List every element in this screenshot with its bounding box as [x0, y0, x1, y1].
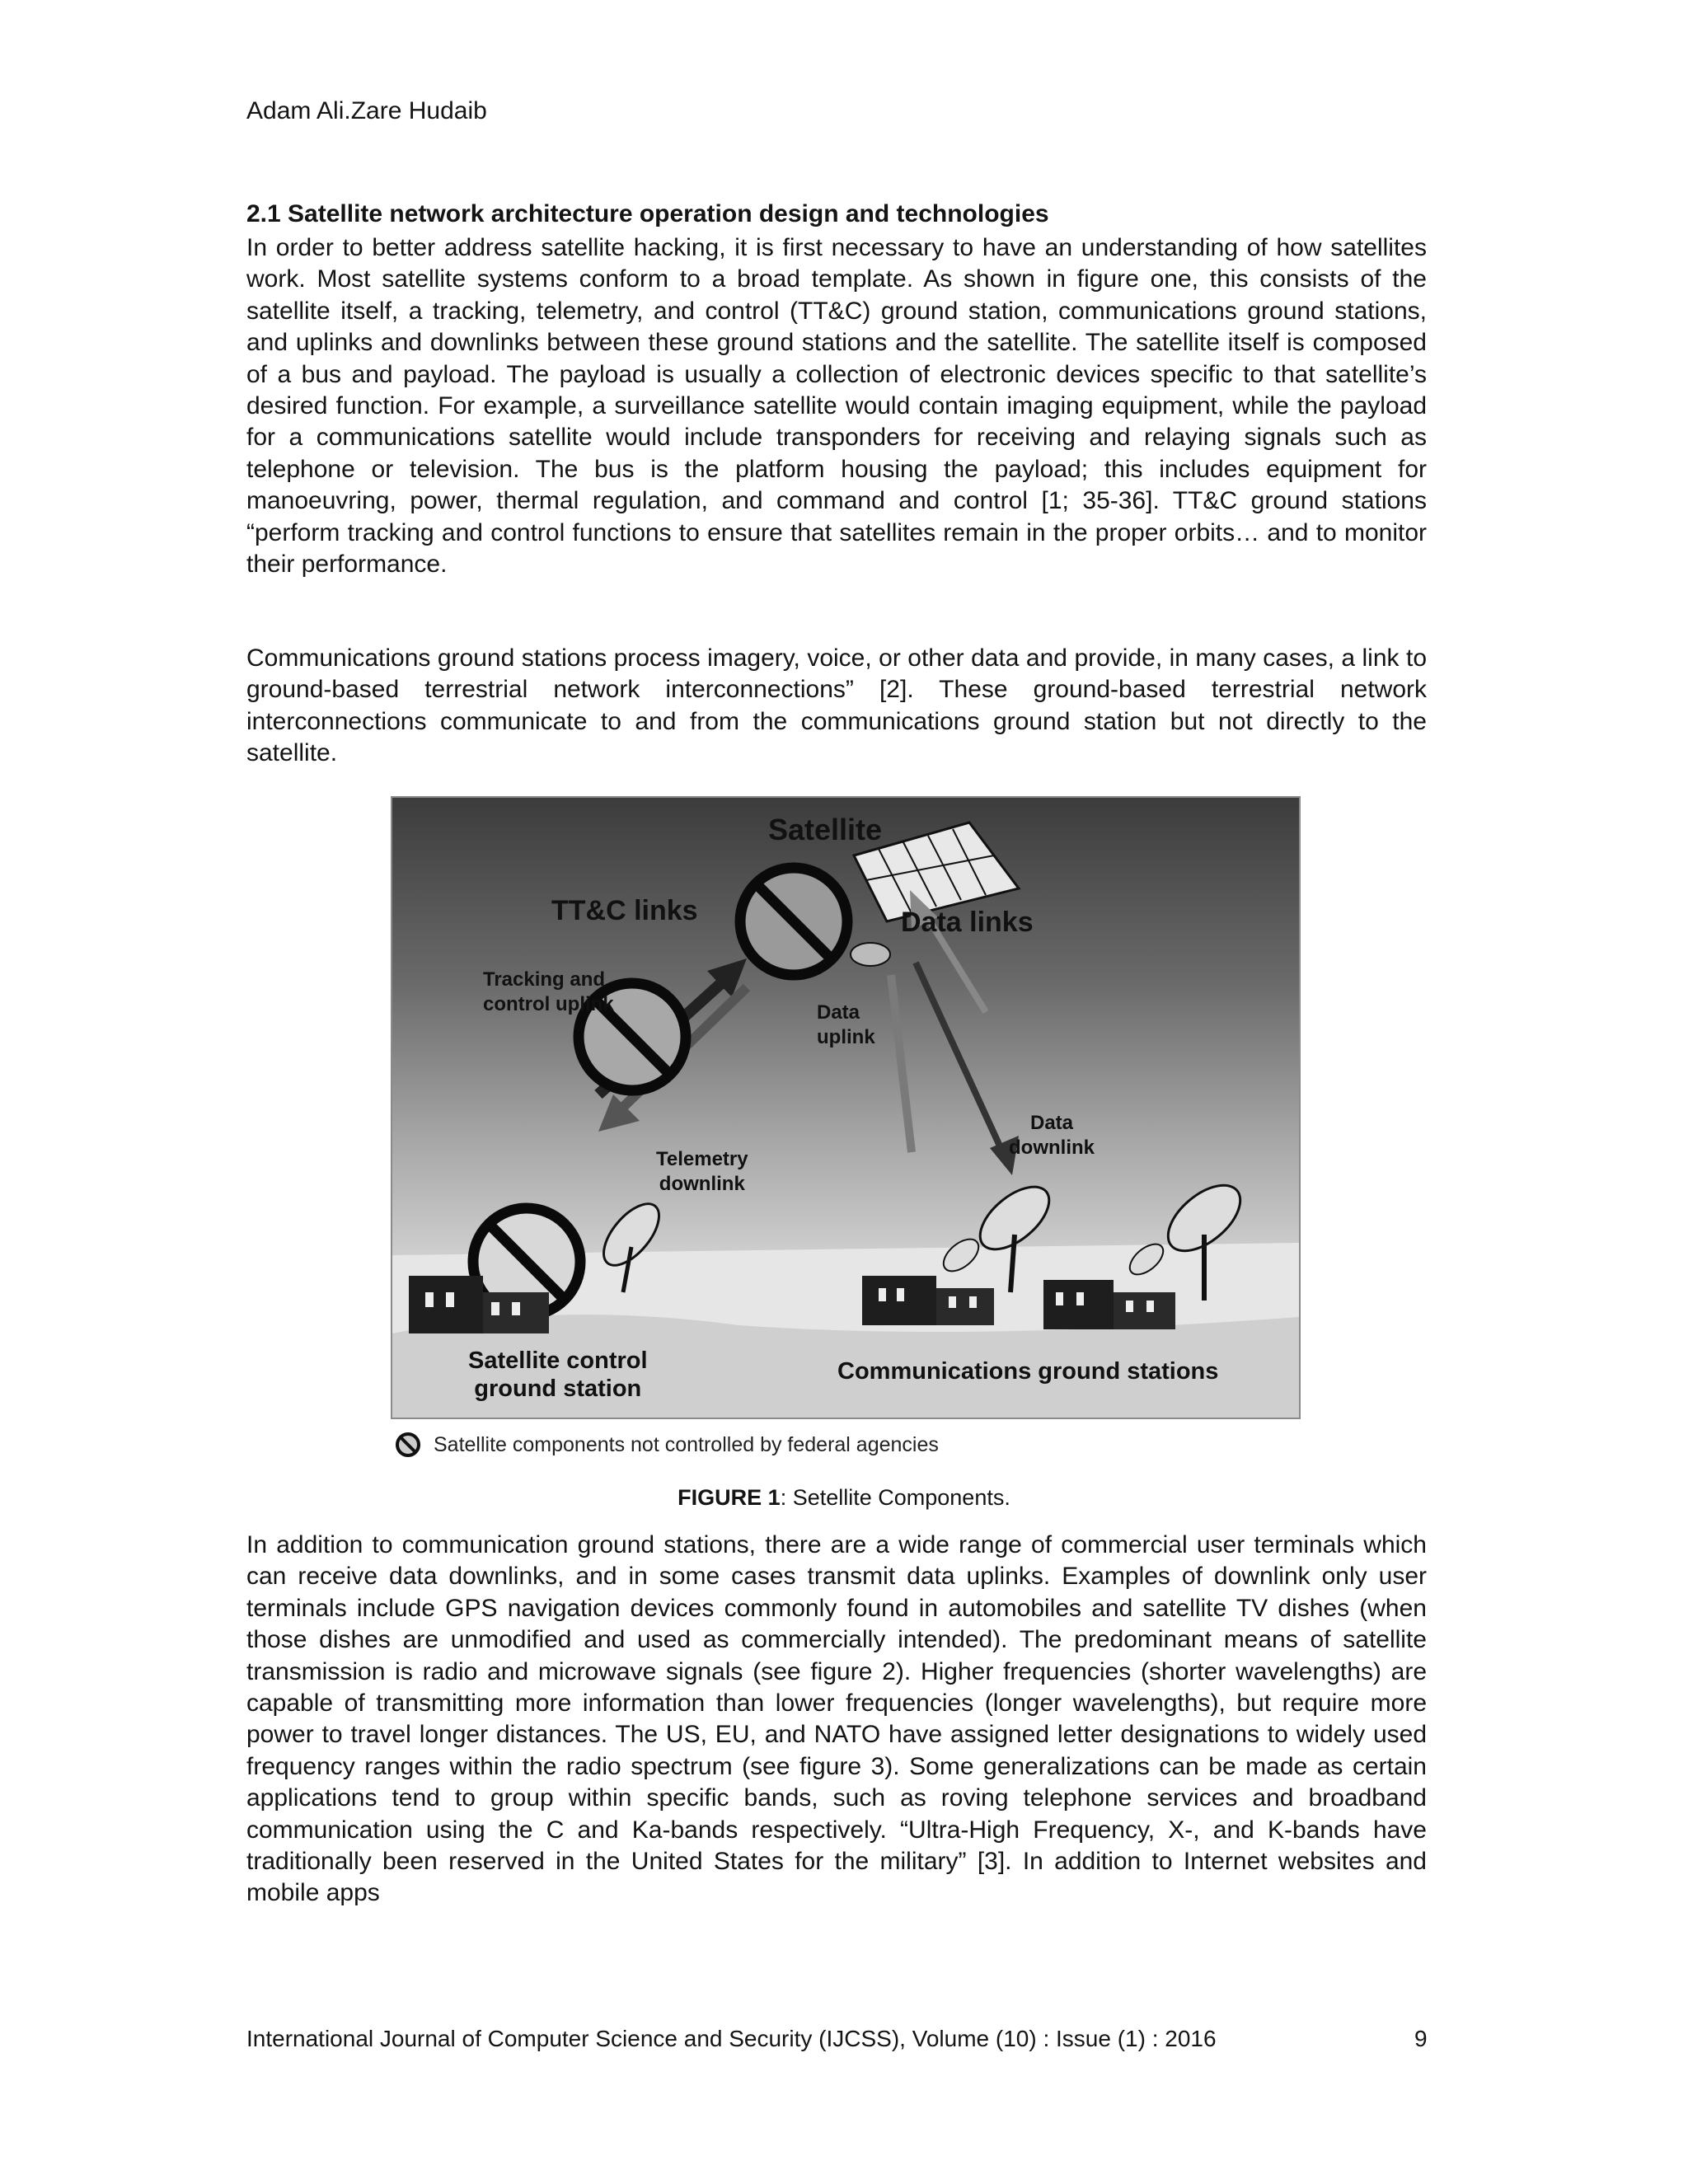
label-tracking-uplink	[483, 968, 614, 1017]
figure-illustration	[392, 798, 1299, 1418]
label-data-links: Data links	[901, 907, 1034, 938]
label-tracking-line1: Tracking and	[483, 968, 606, 991]
footer-journal: International Journal of Computer Science and Security (IJCSS), Volume (10) : Issue (1) : 2016	[246, 2026, 1217, 2051]
label-telemetry-downlink	[656, 1147, 748, 1197]
label-comm-stations: Communications ground stations	[837, 1358, 1219, 1385]
figure-legend	[394, 1430, 939, 1460]
running-head: Adam Ali.Zare Hudaib	[246, 97, 487, 124]
label-data-uplink	[817, 1001, 875, 1050]
label-tracking-line2: control uplink	[483, 993, 614, 1015]
label-data-downlink-line1: Data	[1029, 1112, 1074, 1134]
data-uplink-arrow	[891, 975, 912, 1152]
label-data-uplink-line1: Data	[817, 1001, 860, 1024]
label-data-downlink-line2: downlink	[1009, 1137, 1095, 1159]
label-control-station	[468, 1347, 648, 1403]
label-data-downlink	[1009, 1111, 1095, 1160]
paragraph-2: Communications ground stations process imagery, voice, or other data and provide, in many cases, a link to ground-based terrestrial network interconnections” [2]. These ground-based terrestrial network interconnections communicate to and from the communications ground station but not directly to the satellite.	[246, 644, 1427, 767]
label-data-uplink-line2: uplink	[817, 1026, 875, 1048]
label-telemetry-line1: Telemetry	[656, 1148, 748, 1170]
no-symbol-satellite	[740, 868, 847, 975]
legend-text: Satellite components not controlled by federal agencies	[434, 1432, 939, 1456]
label-control-station-line2: ground station	[474, 1376, 642, 1402]
figure-caption	[0, 1485, 1688, 1511]
label-ttc-links: TT&C links	[551, 895, 698, 926]
figure-satellite-components	[391, 796, 1301, 1419]
paragraph-1: In order to better address satellite hacking, it is first necessary to have an understanding of how satellites work. Most satellite systems conform to a broad template. As shown in figure one, this consists of the satellite itself, a tracking, telemetry, and control (TT&C) ground station, communications ground stations, and uplinks and downlinks between these ground stations and the satellite. The satellite itself is composed of a bus and payload. The payload is usually a collection of electronic devices specific to that satellite’s desired function. For example, a surveillance satellite would contain imaging equipment, while the payload for a communications satellite would include transponders for receiving and relaying signals such as telephone or television. The bus is the platform housing the payload; this includes equipment for manoeuvring, power, thermal regulation, and command and control [1; 35-36]. TT&C ground stations “perform tracking and control functions to ensure that satellites remain in the proper orbits… and to monitor their performance.	[246, 234, 1427, 579]
paragraph-3: In addition to communication ground stations, there are a wide range of commercial user terminals which can receive data downlinks, and in some cases transmit data uplinks. Examples of downlink only user terminals include GPS navigation devices commonly found in automobiles and satellite TV dishes (when those dishes are unmodified and used as commercially intended). The predominant means of satellite transmission is radio and microwave signals (see figure 2). Higher frequencies (shorter wavelengths) are capable of transmitting more information than lower frequencies (longer wavelengths), but require more power to travel longer distances. The US, EU, and NATO have assigned letter designations to widely used frequency ranges within the radio spectrum (see figure 3). Some generalizations can be made as certain applications tend to group within specific bands, such as roving telephone services and broadband communication using the C and Ka-bands respectively. “Ultra-High Frequency, X-, and K-bands have traditionally been reserved in the United States for the military” [3]. In addition to Internet websites and mobile apps	[246, 1531, 1427, 1907]
label-control-station-line1: Satellite control	[468, 1347, 648, 1374]
caption-label: FIGURE 1	[678, 1485, 781, 1510]
label-satellite: Satellite	[768, 813, 883, 846]
section-heading: 2.1 Satellite network architecture operation design and technologies	[246, 200, 1049, 227]
page-number: 9	[1414, 2026, 1428, 2051]
caption-text: : Setellite Components.	[780, 1485, 1010, 1510]
label-telemetry-line2: downlink	[659, 1173, 745, 1195]
no-symbol-legend-icon	[394, 1431, 422, 1459]
